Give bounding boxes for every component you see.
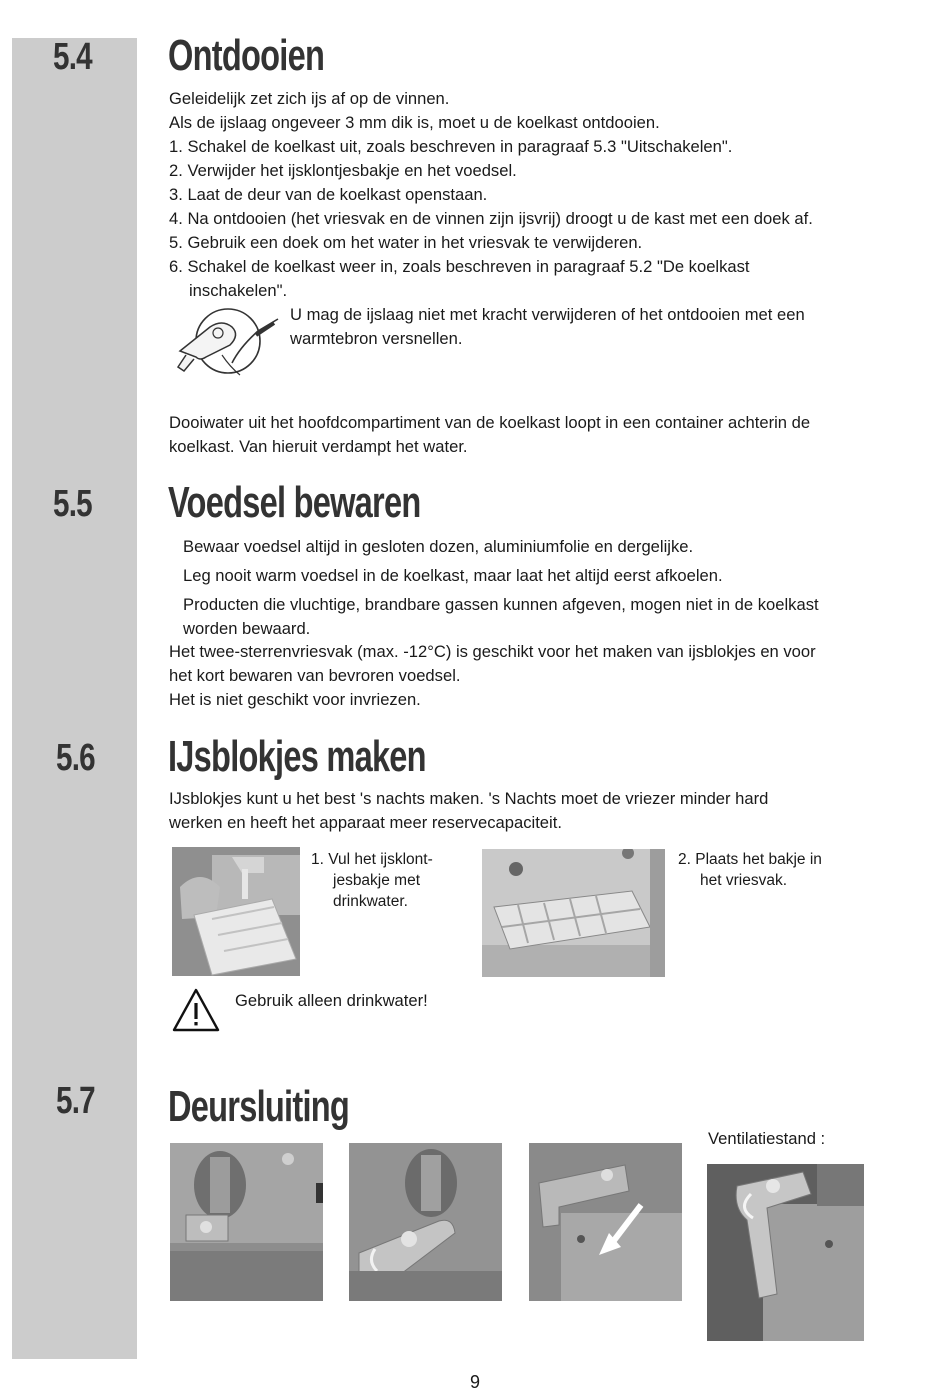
step-1-caption [311, 849, 433, 912]
ventilation-label: Ventilatiestand : [708, 1129, 826, 1148]
text-line: IJsblokjes kunt u het best 's nachts maken. 's Nachts moet de vriezer minder hard [169, 789, 769, 808]
text-line: 6. Schakel de koelkast weer in, zoals beschreven in paragraaf 5.2 "De koelkast [169, 257, 750, 276]
text-line: het kort bewaren van bevroren voedsel. [169, 666, 461, 685]
caption-line: 2. Plaats het bakje in [678, 851, 822, 868]
photo-filling-ice-tray [172, 847, 300, 976]
list-item: Leg nooit warm voedsel in de koelkast, maar laat het altijd eerst afkoelen. [183, 566, 723, 585]
photo-door-latch-3 [529, 1143, 682, 1301]
caption-line: drinkwater. [333, 893, 408, 910]
defrost-water-note [169, 411, 810, 459]
list-item: Bewaar voedsel altijd in gesloten dozen, aluminiumfolie en dergelijke. [183, 537, 694, 556]
text-line: Het is niet geschikt voor invriezen. [169, 690, 421, 709]
section-sidebar [12, 38, 137, 1359]
text-line: U mag de ijslaag niet met kracht verwijderen of het ontdooien met een [290, 305, 805, 324]
text-line: 1. Schakel de koelkast uit, zoals beschreven in paragraaf 5.3 "Uitschakelen". [169, 137, 733, 156]
text-line: 2. Verwijder het ijsklontjesbakje en het voedsel. [169, 161, 517, 180]
text-line: Het twee-sterrenvriesvak (max. -12°C) is geschikt voor het maken van ijsblokjes en voor [169, 642, 816, 661]
text-line: koelkast. Van hieruit verdampt het water. [169, 437, 468, 456]
page-number: 9 [469, 1372, 480, 1392]
text-line: warmtebron versnellen. [290, 329, 463, 348]
ice-cube-text [169, 787, 768, 835]
text-line: Als de ijslaag ongeveer 3 mm dik is, moet u de koelkast ontdooien. [169, 113, 660, 132]
text-line: werken en heeft het apparaat meer reservecapaciteit. [169, 813, 562, 832]
freezer-compartment-text [169, 640, 816, 712]
heading-voedsel-bewaren: Voedsel bewaren [168, 478, 421, 527]
caption-line: het vriesvak. [700, 872, 788, 889]
storage-bullets [183, 535, 819, 641]
drinking-water-warning: Gebruik alleen drinkwater! [235, 991, 428, 1010]
caption-line: jesbakje met [333, 872, 421, 889]
photo-door-latch-2 [349, 1143, 502, 1301]
text-line: 3. Laat de deur van de koelkast openstaan. [169, 185, 488, 204]
heading-ontdooien: Ontdooien [168, 31, 325, 80]
photo-door-latch-1 [170, 1143, 323, 1301]
text-line: inschakelen". [189, 281, 288, 300]
list-item: worden bewaard. [183, 619, 311, 638]
section-number-5-5: 5.5 [53, 483, 92, 525]
photo-ice-tray-in-freezer [482, 849, 665, 977]
text-line: Geleidelijk zet zich ijs af op de vinnen. [169, 89, 450, 108]
step-2-caption [678, 849, 822, 891]
section-number-5-7: 5.7 [56, 1080, 95, 1122]
list-item: Producten die vluchtige, brandbare gassen kunnen afgeven, mogen niet in de koelkast [183, 595, 819, 614]
heading-ijsblokjes-maken: IJsblokjes maken [168, 732, 426, 781]
text-line: 4. Na ontdooien (het vriesvak en de vinnen zijn ijsvrij) droogt u de kast met een doek af. [169, 209, 813, 228]
warning-triangle-icon [171, 987, 221, 1033]
heading-deursluiting: Deursluiting [168, 1082, 350, 1131]
section-number-5-4: 5.4 [53, 36, 92, 78]
no-hairdryer-icon [170, 305, 285, 377]
caption-line: 1. Vul het ijsklont- [311, 851, 433, 868]
text-line: Dooiwater uit het hoofdcompartiment van de koelkast loopt in een container achterin de [169, 413, 811, 432]
defrost-instructions [169, 87, 813, 303]
defrost-warning [290, 303, 805, 351]
photo-ventilation-position [707, 1164, 864, 1341]
text-line: 5. Gebruik een doek om het water in het vriesvak te verwijderen. [169, 233, 643, 252]
section-number-5-6: 5.6 [56, 737, 95, 779]
